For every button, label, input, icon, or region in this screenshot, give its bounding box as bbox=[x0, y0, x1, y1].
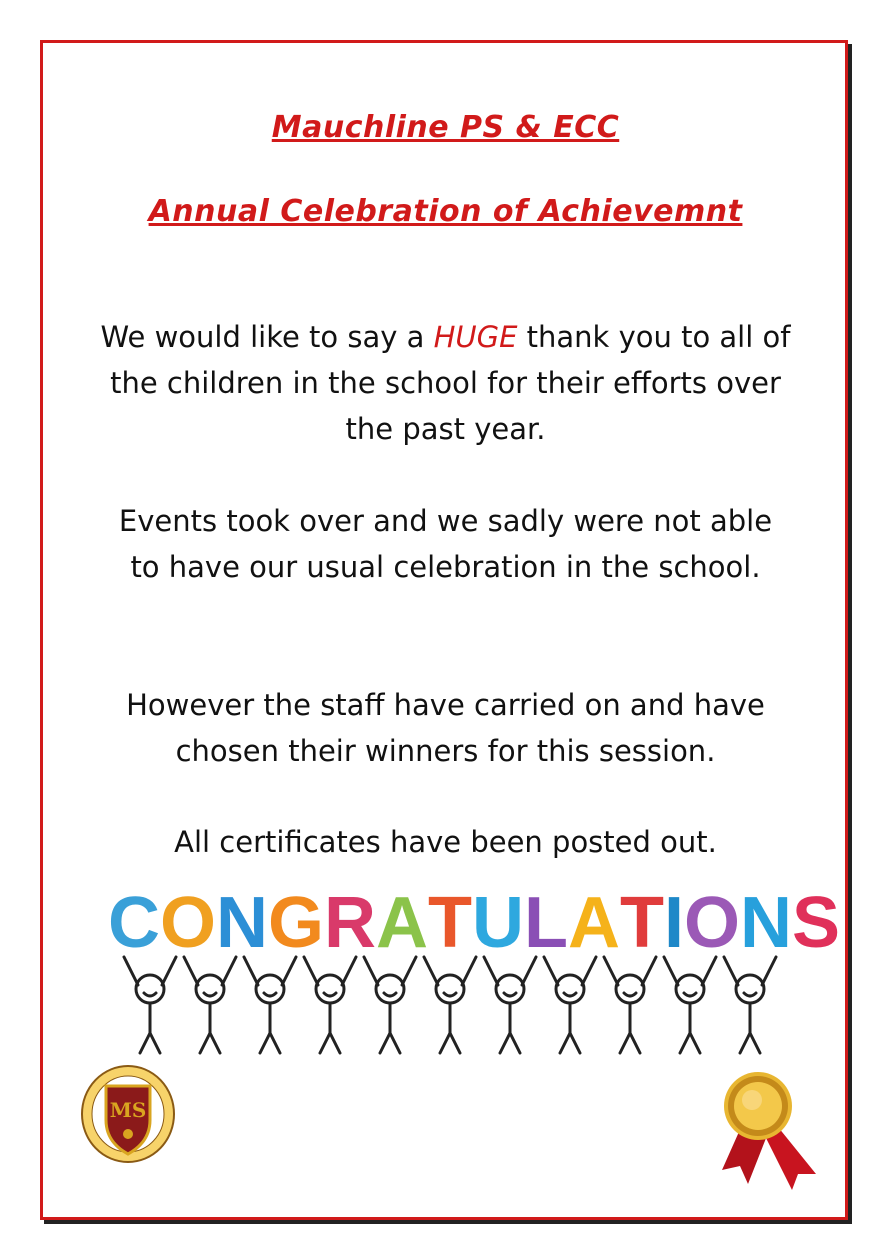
crest-monogram: MS bbox=[109, 1098, 147, 1122]
banner-letter: R bbox=[324, 883, 377, 963]
cheering-stick-figures-icon bbox=[120, 955, 780, 1055]
events-paragraph: Events took over and we sadly were not able to have our usual celebration in the school. bbox=[118, 504, 773, 584]
winners-paragraph: However the staff have carried on and have chosen their winners for this session. bbox=[126, 688, 765, 768]
certificates-paragraph: All certificates have been posted out. bbox=[174, 825, 717, 859]
banner-letter: C bbox=[108, 883, 160, 963]
stick-figure bbox=[364, 957, 416, 1053]
banner-letter: T bbox=[428, 883, 473, 963]
emphasis-huge: HUGE bbox=[433, 320, 518, 354]
banner-letter: A bbox=[568, 883, 620, 963]
banner-letter: L bbox=[524, 883, 568, 963]
stick-figure bbox=[604, 957, 656, 1053]
event-title: Annual Celebration of Achievemnt bbox=[148, 194, 743, 229]
school-title: Mauchline PS & ECC bbox=[271, 110, 620, 145]
banner-letter: S bbox=[792, 883, 841, 963]
stick-figure bbox=[664, 957, 716, 1053]
banner-letter: O bbox=[160, 883, 217, 963]
stick-figure bbox=[544, 957, 596, 1053]
banner-letter: G bbox=[268, 883, 325, 963]
school-crest-logo bbox=[78, 1062, 178, 1172]
banner-letter: A bbox=[376, 883, 429, 963]
banner-letter: T bbox=[620, 883, 664, 963]
congratulations-banner bbox=[108, 880, 841, 966]
banner-letter: U bbox=[472, 883, 525, 963]
stick-figure bbox=[424, 957, 476, 1053]
stick-figure bbox=[124, 957, 176, 1053]
stick-figure bbox=[304, 957, 356, 1053]
stick-figure bbox=[724, 957, 776, 1053]
banner-letter: N bbox=[216, 883, 269, 963]
banner-letter: O bbox=[684, 883, 741, 963]
paragraph-text: We would like to say a bbox=[100, 320, 434, 354]
stick-figure bbox=[184, 957, 236, 1053]
paragraph-text: thank you to all of the children in the school for their efforts over the past year. bbox=[110, 320, 791, 446]
thank-you-paragraph bbox=[100, 314, 791, 452]
award-rosette-icon bbox=[712, 1062, 824, 1190]
stick-figure bbox=[244, 957, 296, 1053]
stick-figure bbox=[484, 957, 536, 1053]
banner-letter: N bbox=[740, 883, 793, 963]
banner-letter: I bbox=[663, 883, 684, 963]
